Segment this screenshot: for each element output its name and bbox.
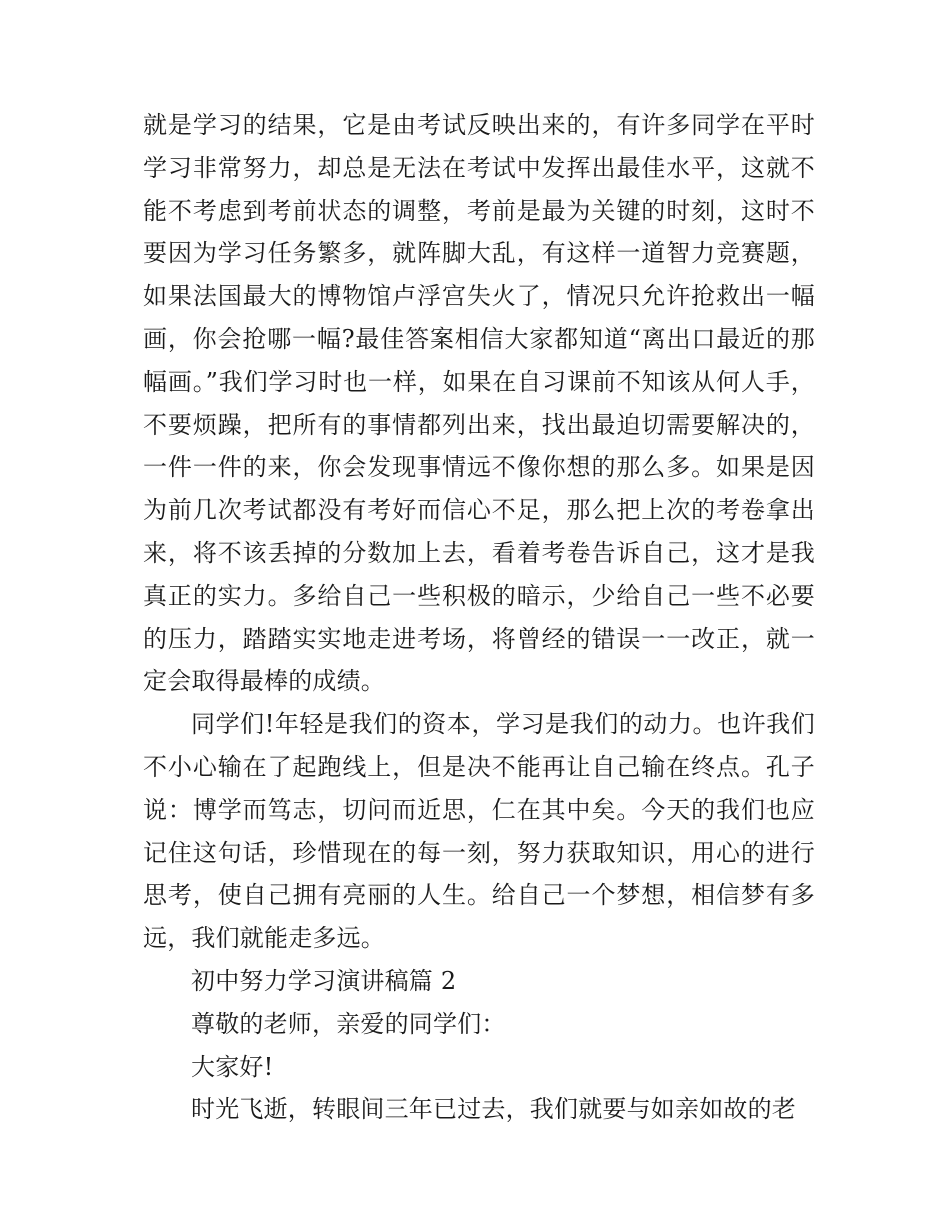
section-heading: 初中努力学习演讲稿篇 2 (191, 966, 457, 995)
paragraph-exam-preparation: 就是学习的结果，它是由考试反映出来的，有许多同学在平时学习非常努力，却总是无法在考试中发挥出最佳水平，这就不能不考虑到考前状态的调整，考前是最为关键的时刻，这时不要因为学习任务繁多，就阵脚大乱，有这样一道智力竞赛题，如果法国最大的博物馆卢浮宫失火了，情况只允许抢救出一幅画，你会抢哪一幅?最佳答案相信大家都知道“离出口最近的那幅画。”我们学习时也一样，如果在自习课前不知该从何人手，不要烦躁，把所有的事情都列出来，找出最迫切需要解决的，一件一件的来，你会发现事情远不像你想的那么多。如果是因为前几次考试都没有考好而信心不足，那么把上次的考卷拿出来，将不该丢掉的分数加上去，看着考卷告诉自己，这才是我真正的实力。多给自己一些积极的暗示，少给自己一些不必要的压力，踏踏实实地走进考场，将曾经的错误一一改正，就一定会取得最棒的成绩。 (143, 111, 815, 696)
paragraph-classmates-closing: 同学们!年轻是我们的资本，学习是我们的动力。也许我们不小心输在了起跑线上，但是决不能再让自己输在终点。孔子说：博学而笃志，切问而近思，仁在其中矣。今天的我们也应记住这句话，珍惜现在的每一刻，努力获取知识，用心的进行思考，使自己拥有亮丽的人生。给自己一个梦想，相信梦有多远，我们就能走多远。 (143, 710, 815, 953)
greeting: 大家好! (191, 1052, 274, 1081)
document-body (143, 104, 815, 1131)
paragraph-time-flies: 时光飞逝，转眼间三年已过去，我们就要与如亲如故的老 (191, 1095, 796, 1124)
salutation: 尊敬的老师，亲爱的同学们： (191, 1009, 506, 1038)
